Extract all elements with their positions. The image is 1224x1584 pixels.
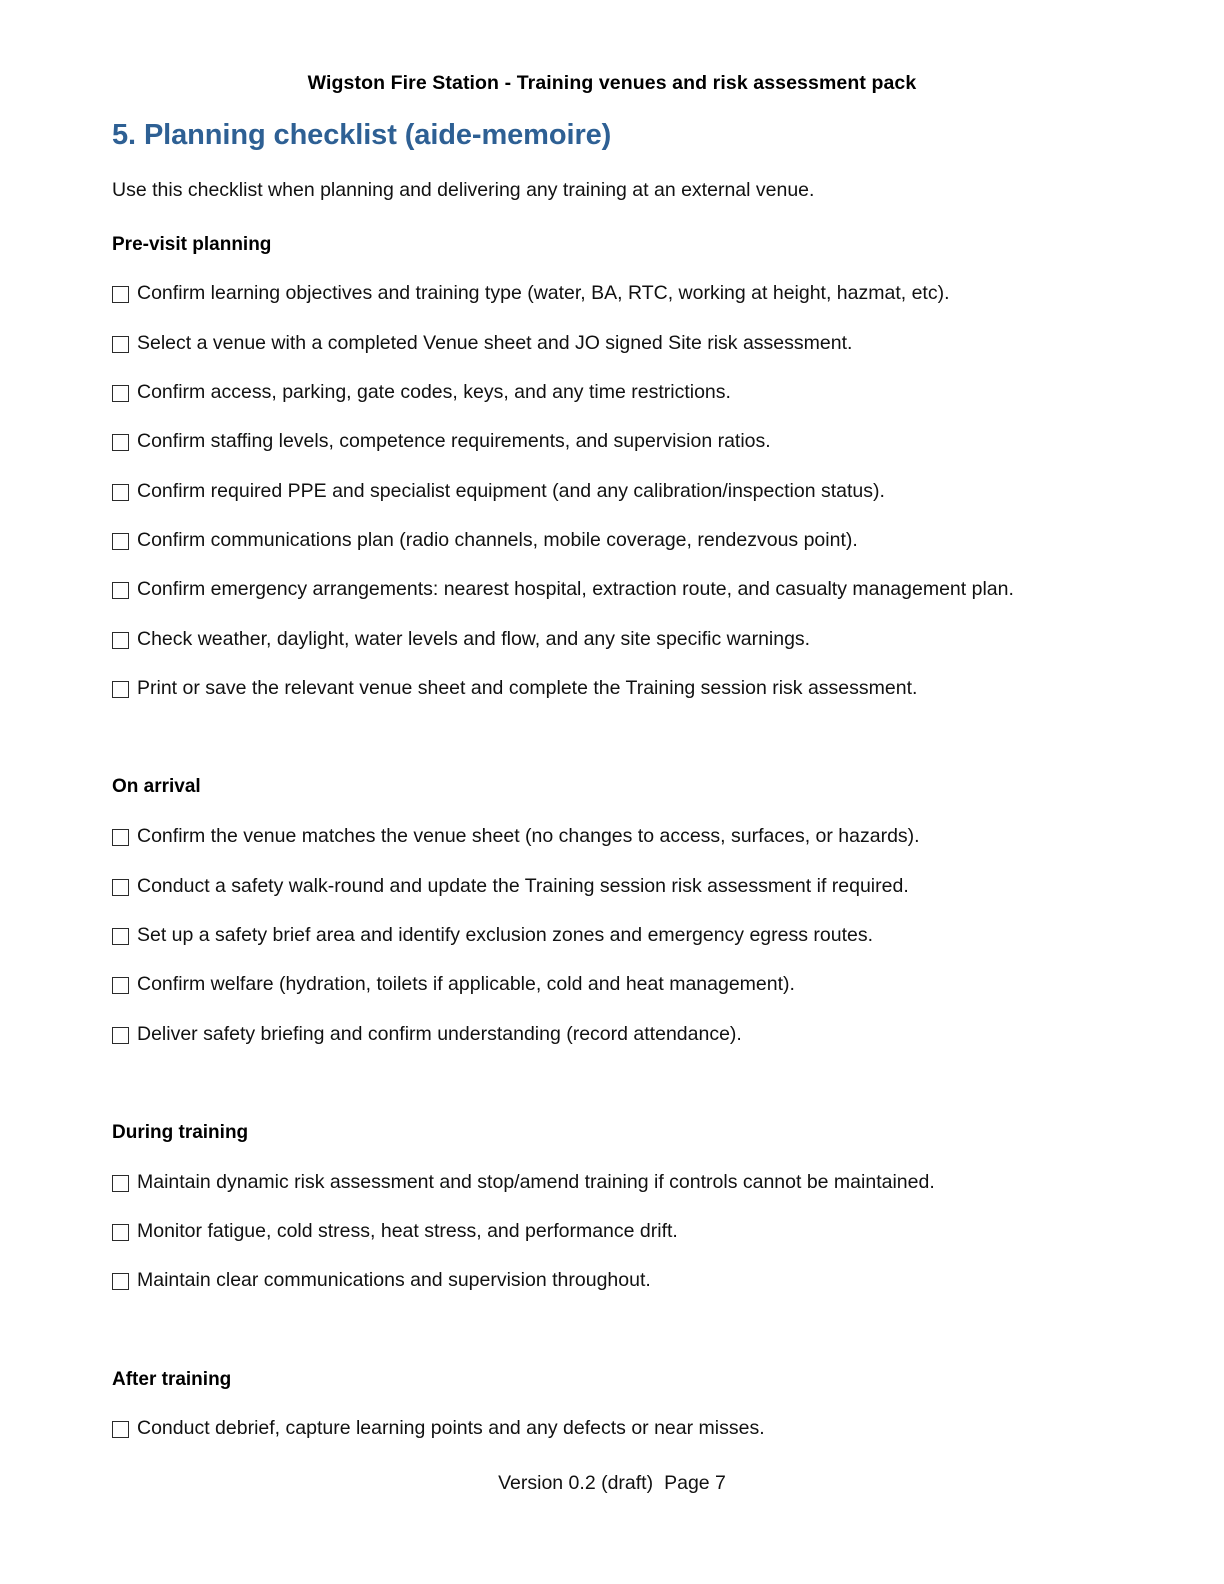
checklist-item-label: Check weather, daylight, water levels and flow, and any site specific warnings. — [137, 627, 811, 650]
checkbox-icon[interactable] — [112, 1224, 129, 1241]
checkbox-icon[interactable] — [112, 829, 129, 846]
intro-paragraph: Use this checklist when planning and delivering any training at an external venue. — [112, 179, 815, 202]
checklist-item[interactable] — [112, 577, 1112, 602]
checkbox-icon[interactable] — [112, 533, 129, 550]
checklist-item-label: Deliver safety briefing and confirm understanding (record attendance). — [137, 1022, 742, 1045]
checklist-item-label: Print or save the relevant venue sheet and complete the Training session risk assessment. — [137, 677, 918, 700]
checklist-item-label: Confirm learning objectives and training type (water, BA, RTC, working at height, hazmat, etc). — [137, 282, 950, 305]
checkbox-icon[interactable] — [112, 434, 129, 451]
checklist-item[interactable] — [112, 1416, 1112, 1441]
checklist — [112, 1416, 1112, 1441]
checklist-item[interactable] — [112, 923, 1112, 948]
checklist — [112, 281, 1112, 701]
checkbox-icon[interactable] — [112, 928, 129, 945]
checklist-item-label: Confirm staffing levels, competence requirements, and supervision ratios. — [137, 430, 771, 453]
checklist-item[interactable] — [112, 528, 1112, 553]
checklist-item[interactable] — [112, 331, 1112, 356]
checklist-item-label: Conduct a safety walk-round and update the Training session risk assessment if required. — [137, 874, 909, 897]
checklist-item[interactable] — [112, 281, 1112, 306]
running-header: Wigston Fire Station - Training venues and risk assessment pack — [307, 72, 917, 94]
group-heading: After training — [112, 1368, 232, 1390]
footer-version: Version 0.2 (draft) — [498, 1472, 654, 1494]
checkbox-icon[interactable] — [112, 582, 129, 599]
checklist-item[interactable] — [112, 1268, 1112, 1293]
checklist-groups — [112, 233, 1112, 1442]
footer-page-number: Page 7 — [664, 1472, 726, 1494]
checklist-item-label: Confirm communications plan (radio channels, mobile coverage, rendezvous point). — [137, 529, 858, 552]
checklist-item[interactable] — [112, 627, 1112, 652]
group-heading: On arrival — [112, 776, 201, 798]
checkbox-icon[interactable] — [112, 1027, 129, 1044]
checklist-item-label: Set up a safety brief area and identify exclusion zones and emergency egress routes. — [137, 923, 874, 946]
page-title: 5. Planning checklist (aide-memoire) — [112, 119, 612, 151]
checkbox-icon[interactable] — [112, 336, 129, 353]
checklist-item[interactable] — [112, 1170, 1112, 1195]
checkbox-icon[interactable] — [112, 1273, 129, 1290]
checklist-item-label: Select a venue with a completed Venue sheet and JO signed Site risk assessment. — [137, 331, 853, 354]
checklist-item[interactable] — [112, 1022, 1112, 1047]
checklist-item-label: Maintain dynamic risk assessment and stop/amend training if controls cannot be maintained. — [137, 1170, 935, 1193]
checkbox-icon[interactable] — [112, 879, 129, 896]
checkbox-icon[interactable] — [112, 977, 129, 994]
checklist-item-label: Monitor fatigue, cold stress, heat stress, and performance drift. — [137, 1219, 678, 1242]
group-spacer — [112, 1047, 1112, 1092]
checklist — [112, 824, 1112, 1047]
checklist-item[interactable] — [112, 479, 1112, 504]
checkbox-icon[interactable] — [112, 632, 129, 649]
checklist-item-label: Confirm required PPE and specialist equipment (and any calibration/inspection status). — [137, 479, 885, 502]
group-spacer — [112, 701, 1112, 746]
checklist-item-label: Confirm access, parking, gate codes, keys, and any time restrictions. — [137, 381, 731, 404]
checklist — [112, 1170, 1112, 1294]
group-heading: During training — [112, 1121, 249, 1143]
checklist-item-label: Confirm the venue matches the venue sheet (no changes to access, surfaces, or hazards). — [137, 825, 920, 848]
checklist-item[interactable] — [112, 380, 1112, 405]
checkbox-icon[interactable] — [112, 286, 129, 303]
checklist-item-label: Confirm emergency arrangements: nearest hospital, extraction route, and casualty management plan. — [137, 578, 1014, 601]
checkbox-icon[interactable] — [112, 484, 129, 501]
checkbox-icon[interactable] — [112, 1175, 129, 1192]
checkbox-icon[interactable] — [112, 385, 129, 402]
checklist-item[interactable] — [112, 824, 1112, 849]
page-footer — [0, 1472, 1224, 1495]
checklist-item[interactable] — [112, 1219, 1112, 1244]
checkbox-icon[interactable] — [112, 681, 129, 698]
checklist-item[interactable] — [112, 874, 1112, 899]
document-body — [112, 119, 1112, 1442]
group-spacer — [112, 1294, 1112, 1339]
checklist-item[interactable] — [112, 429, 1112, 454]
checklist-item[interactable] — [112, 972, 1112, 997]
checklist-item-label: Maintain clear communications and supervision throughout. — [137, 1269, 651, 1292]
checklist-item-label: Confirm welfare (hydration, toilets if applicable, cold and heat management). — [137, 973, 795, 996]
group-heading: Pre-visit planning — [112, 233, 272, 255]
checklist-item-label: Conduct debrief, capture learning points and any defects or near misses. — [137, 1417, 765, 1440]
checklist-item[interactable] — [112, 676, 1112, 701]
checkbox-icon[interactable] — [112, 1421, 129, 1438]
